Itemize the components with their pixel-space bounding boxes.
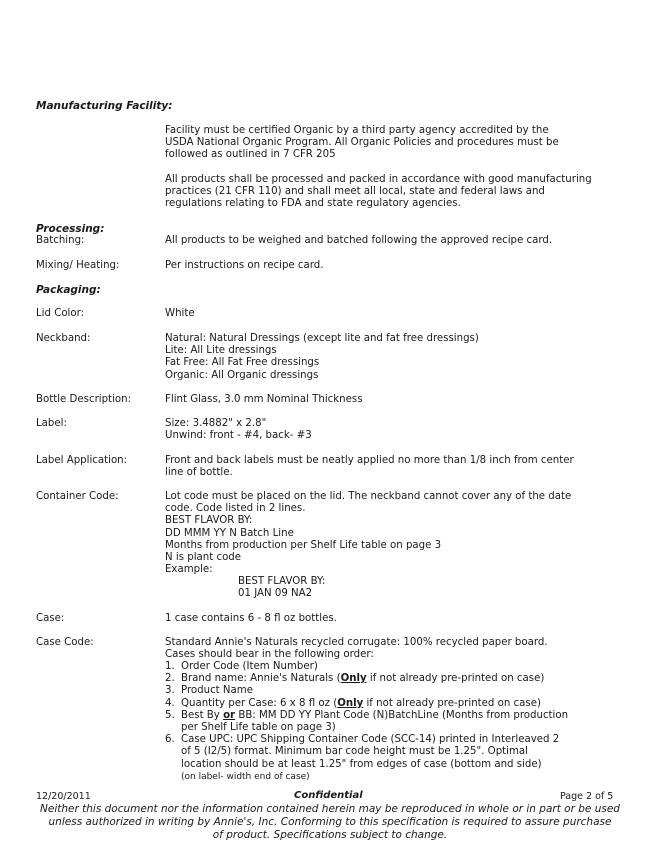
text-line: Cases should bear in the following order: [165,649,374,661]
text-line: Example: [165,564,213,576]
neckband-value [165,333,479,382]
processing-heading: Processing: [36,223,105,235]
text-line: N is plant code [165,552,242,564]
list-number: 1. [165,661,175,672]
list-continuation: (on label- width end of case) [181,771,310,782]
bottle-value: Flint Glass, 3.0 mm Nominal Thickness [165,394,363,405]
list-number: 5. [165,709,175,721]
emphasis-text: Only [337,697,364,709]
footer-page-number: Page 2 of 5 [560,791,614,802]
list-item [165,685,568,697]
list-number: 2. [165,673,175,685]
list-text: Product Name [181,685,253,697]
text-line: Unwind: front - #4, back- #3 [165,430,312,442]
text-line: line of bottle. [165,467,233,479]
list-number: 6. [165,734,175,746]
list-item [165,710,568,722]
list-item [165,673,568,685]
text-line: followed as outlined in 7 CFR 205 [165,149,336,161]
text-line: Size: 3.4882" x 2.8" [165,418,267,429]
list-text: Case UPC: UPC Shipping Container Code (SCC-14) printed in Interleaved 2 [181,734,560,746]
text-line: Organic: All Organic dressings [165,369,319,381]
text-line: Facility must be certified Organic by a third party agency accredited by the [165,125,549,136]
case-value: 1 case contains 6 - 8 fl oz bottles. [165,613,337,624]
list-continuation: location should be at least 1.25" from edges of case (bottom and side) [181,758,542,770]
manufacturing-paragraph-2 [165,174,592,211]
list-text: Best By [181,709,224,721]
manufacturing-heading: Manufacturing Facility: [36,100,173,112]
text-line: Standard Annie's Naturals recycled corrugate: 100% recycled paper board. [165,637,548,648]
list-text: Order Code (Item Number) [181,661,318,672]
emphasis-text: or [223,709,236,721]
text-line: Lite: All Lite dressings [165,345,277,357]
emphasis-text: Only [340,673,367,685]
text-line: unless authorized in writing by Annie's, Inc. Conforming to this specification is required to assure purchase [48,816,612,828]
manufacturing-paragraph-1 [165,125,559,162]
case-label: Case: [36,613,65,624]
list-text: Quantity per Case: 6 x 8 fl oz ( [181,697,338,709]
text-line: Fat Free: All Fat Free dressings [165,357,320,369]
text-line: USDA National Organic Program. All Organic Policies and procedures must be [165,137,559,149]
bottle-label: Bottle Description: [36,394,132,405]
footer-confidential: Confidential [294,790,363,801]
case-code-intro [165,637,548,661]
text-line: Front and back labels must be neatly applied no more than 1/8 inch from center [165,455,574,466]
text-line: All products shall be processed and packed in accordance with good manufacturing [165,174,592,185]
list-continuation: of 5 (I2/5) format. Minimum bar code height must be 1.25". Optimal [181,746,528,758]
packaging-heading: Packaging: [36,284,101,296]
list-text: if not already pre-printed on case) [366,673,545,685]
neckband-label: Neckband: [36,333,91,344]
text-line: Months from production per Shelf Life table on page 3 [165,539,442,551]
footer-date: 12/20/2011 [36,791,91,802]
text-line: Neither this document nor the information contained herein may be reproduced in whole or in part or be used [40,803,620,815]
list-text: if not already pre-printed on case) [363,697,541,709]
text-line: Natural: Natural Dressings (except lite and fat free dressings) [165,333,479,344]
text-line: BEST FLAVOR BY: [165,515,253,527]
list-item [165,734,568,746]
batching-label: Batching: [36,235,85,246]
text-line: Lot code must be placed on the lid. The neckband cannot cover any of the date [165,491,572,502]
mixing-label: Mixing/ Heating: [36,260,120,271]
text-line: code. Code listed in 2 lines. [165,503,306,515]
label-application-value [165,455,574,479]
text-line: regulations relating to FDA and state regulatory agencies. [165,198,461,210]
list-number: 3. [165,685,175,697]
batching-value: All products to be weighed and batched following the approved recipe card. [165,235,553,246]
case-code-label: Case Code: [36,637,94,648]
label-value [165,418,312,442]
lid-value: White [165,308,195,319]
list-number: 4. [165,697,175,709]
lid-label: Lid Color: [36,308,85,319]
list-item [165,661,568,673]
list-item [165,698,568,710]
list-text: Brand name: Annie's Naturals ( [181,673,341,685]
text-line: of product. Specifications subject to change. [212,829,448,841]
list-text: BB: MM DD YY Plant Code (N)BatchLine (Months from production [235,709,569,721]
mixing-value: Per instructions on recipe card. [165,260,324,271]
label-label: Label: [36,418,67,429]
label-application-label: Label Application: [36,455,128,466]
text-line: DD MMM YY N Batch Line [165,527,294,539]
text-line: BEST FLAVOR BY: [238,576,326,587]
text-line: practices (21 CFR 110) and shall meet all local, state and federal laws and [165,186,545,198]
container-code-value [165,491,571,576]
list-continuation: per Shelf Life table on page 3) [181,722,336,734]
container-code-label: Container Code: [36,491,119,502]
container-code-example [238,576,325,600]
case-code-list [165,661,568,783]
text-line: 01 JAN 09 NA2 [238,588,313,600]
footer-disclaimer [20,803,640,842]
